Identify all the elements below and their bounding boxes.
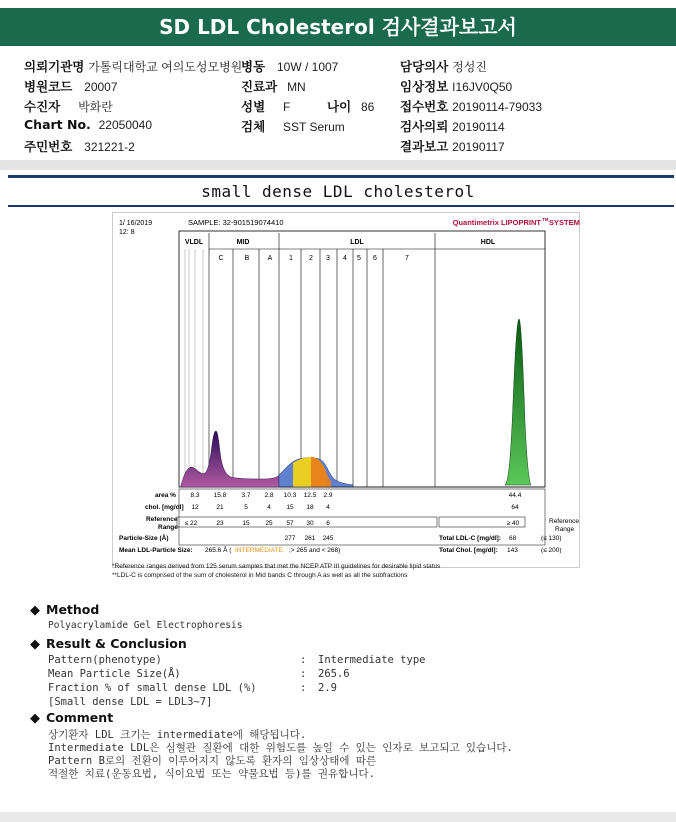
comment-heading [30, 710, 113, 726]
reported-label: 결과보고 [400, 139, 449, 154]
age-value: 86 [360, 100, 375, 114]
result-sep-fraction: : [300, 682, 307, 694]
region-ldl: LDL [350, 239, 364, 246]
trace-hdl-peak [505, 319, 531, 485]
region-vldl: VLDL [184, 239, 204, 246]
row-label-ref1: Reference [146, 516, 178, 523]
area-c: 15.8 [213, 492, 227, 499]
mean-intermediate: INTERMEDIATE [235, 547, 283, 554]
ref-hdl: ≥ 40 [506, 520, 520, 527]
region-hdl: HDL [480, 239, 496, 246]
receipt-no-field [400, 97, 542, 115]
ward-value: 10W / 1007 [276, 60, 339, 74]
band-a: A [267, 255, 273, 262]
lipoprint-system: Quantimetrix LIPOPRINT [452, 218, 541, 227]
ref-ldl2: 30 [306, 520, 314, 527]
total-chol-value: 143 [507, 547, 518, 554]
chol-ldl1: 15 [286, 504, 294, 511]
total-chol-label: Total Chol. [mg/dl]: [439, 547, 498, 554]
total-chol-ref: (≤ 200) [541, 547, 562, 554]
method-title: Method [46, 602, 100, 617]
method-heading [30, 602, 99, 618]
reported-field [400, 137, 505, 155]
chol-c: 21 [216, 504, 224, 511]
result-value-fraction: 2.9 [318, 682, 337, 694]
lipoprint-sample: SAMPLE: 32-901519074410 [188, 218, 284, 227]
lipoprint-svg [113, 213, 581, 569]
area-values [190, 492, 521, 499]
reported-value: 20190117 [452, 140, 505, 154]
doctor-value: 정성진 [452, 60, 487, 74]
hospital-code-field [24, 77, 118, 95]
band-ldl5: 5 [357, 255, 361, 262]
footnote-1: *Reference ranges derived from 125 serum samples that met the NCEP ATP III guidelines for desirable lipid status [112, 563, 441, 570]
bottom-band [0, 812, 676, 822]
section-divider [0, 160, 676, 170]
lipoprint-system-tm: TM [542, 217, 549, 222]
ref-side-label1: Reference [549, 518, 579, 525]
clinical-info-value: I16JV0Q50 [452, 80, 513, 94]
chart-frame [179, 231, 545, 487]
ps-ldl1: 277 [284, 535, 296, 542]
row-label-ref2: Range [158, 524, 178, 531]
ps-values [285, 535, 334, 542]
comment-title: Comment [46, 710, 114, 725]
lipoprint-chart [112, 212, 580, 568]
result-sep-size: : [300, 668, 307, 680]
clinical-info-label: 임상정보 [400, 79, 449, 94]
diamond-icon: ◆ [30, 711, 40, 726]
chart-no-value: 22050040 [98, 118, 153, 132]
age-label: 나이 [327, 99, 352, 114]
chol-a: 4 [267, 504, 271, 511]
lipoprint-time: 12: 8 [119, 229, 135, 236]
total-ldl-value: 68 [509, 535, 517, 542]
ref-values [185, 520, 520, 527]
band-ldl7: 7 [405, 255, 409, 262]
specimen-value: SST Serum [282, 120, 345, 134]
row-label-chol: chol. [mg/dl] [145, 504, 184, 511]
result-sep-pattern: : [300, 654, 307, 666]
chol-ldl3: 4 [326, 504, 330, 511]
chol-hdl: 64 [511, 504, 519, 511]
specimen-field [241, 117, 345, 135]
ref-b: 15 [242, 520, 250, 527]
result-heading [30, 636, 187, 652]
requested-value: 20190114 [452, 120, 505, 134]
region-mid: MID [236, 239, 250, 246]
chol-vldl: 12 [191, 504, 199, 511]
hospital-code-value: 20007 [84, 80, 118, 94]
patient-label: 수진자 [24, 99, 61, 114]
result-label-size: Mean Particle Size(Å) [48, 668, 181, 680]
department-field [241, 77, 306, 95]
chart-no-label: Chart No. [24, 117, 91, 132]
specimen-label: 검체 [241, 119, 266, 134]
lipoprint-date: 1/ 16/2019 [119, 220, 153, 227]
doctor-label: 담당의사 [400, 59, 449, 74]
row-label-ps: Particle-Size (Å) [119, 535, 169, 542]
row-label-mean: Mean LDL-Particle Size: [119, 547, 193, 554]
band-gridlines [185, 249, 203, 487]
chol-ldl2: 18 [306, 504, 314, 511]
result-value-size: 265.6 [318, 668, 350, 680]
band-ldl2: 2 [309, 255, 313, 262]
area-ldl2: 12.5 [303, 492, 317, 499]
method-text: Polyacrylamide Gel Electrophoresis [48, 620, 243, 631]
ps-ldl3: 245 [322, 535, 334, 542]
area-hdl: 44.4 [508, 492, 522, 499]
institution-label: 의뢰기관명 [24, 59, 85, 74]
sex-field [241, 97, 290, 115]
area-a: 2.8 [264, 492, 274, 499]
comment-line-4: 적절한 치료(운동요법, 식이요법 또는 약물요법 등)를 권유합니다. [48, 768, 375, 780]
ref-ldl1: 57 [286, 520, 294, 527]
ref-c: 23 [216, 520, 224, 527]
ref-vldl: ≤ 22 [184, 520, 198, 527]
patient-value: 박화란 [78, 100, 113, 114]
report-title-bar: SD LDL Cholesterol 검사결과보고서 [0, 8, 676, 46]
band-c: C [218, 255, 224, 262]
comment-line-3: Pattern B로의 전환이 이루어지지 않도록 환자의 임상상태에 따른 [48, 755, 377, 767]
requested-field [400, 117, 505, 135]
band-dividers [209, 233, 545, 487]
report-rule-bottom [8, 205, 674, 207]
chol-values [191, 504, 519, 511]
ward-field [241, 57, 338, 75]
mean-value: 265.6 Å ( [205, 547, 232, 554]
lipoprint-system-suffix: SYSTEM [549, 218, 580, 227]
report-subtitle: small dense LDL cholesterol [201, 182, 475, 201]
band-ldl1: 1 [289, 255, 293, 262]
department-value: MN [287, 80, 306, 94]
trace-vldl-mid [181, 431, 279, 487]
result-value-pattern: Intermediate type [318, 654, 426, 666]
result-title: Result & Conclusion [46, 636, 187, 651]
receipt-no-label: 접수번호 [400, 99, 449, 114]
result-note: [Small dense LDL = LDL3~7] [48, 696, 213, 708]
ward-label: 병동 [241, 59, 266, 74]
diamond-icon: ◆ [30, 637, 40, 652]
clinical-info-field [400, 77, 512, 95]
result-label-fraction: Fraction % of small dense LDL (%) [48, 682, 257, 694]
resident-no-label: 주민번호 [24, 139, 73, 154]
total-ldl-ref: (≤ 130) [541, 535, 562, 542]
area-ldl3: 2.9 [323, 492, 333, 499]
institution-value: 가톨릭대학교 여의도성모병원 [88, 60, 243, 74]
band-ldl4: 4 [343, 255, 347, 262]
chart-no-field [24, 117, 152, 132]
institution-field [24, 57, 242, 75]
age-field [327, 97, 374, 115]
doctor-field [400, 57, 487, 75]
result-label-pattern: Pattern(phenotype) [48, 654, 162, 666]
requested-label: 검사의뢰 [400, 119, 449, 134]
total-ldl-label: Total LDL-C [mg/dl]: [439, 535, 501, 542]
area-b: 3.7 [241, 492, 251, 499]
band-ldl3: 3 [326, 255, 330, 262]
resident-no-value: 321221-2 [84, 140, 135, 154]
band-ldl6: 6 [373, 255, 377, 262]
ref-ldl3: 6 [326, 520, 330, 527]
band-b: B [244, 255, 250, 262]
receipt-no-value: 20190114-79033 [452, 100, 543, 114]
mean-tail: ;> 265 and < 268) [289, 547, 341, 554]
sex-value: F [282, 100, 291, 114]
comment-line-1: 상기환자 LDL 크기는 intermediate에 해당됩니다. [48, 729, 307, 741]
comment-line-2: Intermediate LDL은 심혈관 질환에 대한 위험도를 높일 수 있는 인자로 보고되고 있습니다. [48, 742, 513, 754]
diamond-icon: ◆ [30, 603, 40, 618]
report-rule-top [8, 175, 674, 178]
resident-no-field [24, 137, 135, 155]
footnote-2: **LDL-C is comprised of the sum of cholesterol in Mid bands C through A as well as all the subfractions [112, 572, 408, 579]
hospital-code-label: 병원코드 [24, 79, 73, 94]
department-label: 진료과 [241, 79, 278, 94]
area-vldl: 8.3 [190, 492, 200, 499]
ps-ldl2: 261 [304, 535, 316, 542]
area-ldl1: 10.3 [283, 492, 297, 499]
sex-label: 성별 [241, 99, 266, 114]
chol-b: 5 [244, 504, 248, 511]
row-label-area: area % [155, 492, 176, 499]
ref-side-label2: Range [555, 526, 575, 533]
patient-field [24, 97, 113, 115]
ref-a: 25 [265, 520, 273, 527]
